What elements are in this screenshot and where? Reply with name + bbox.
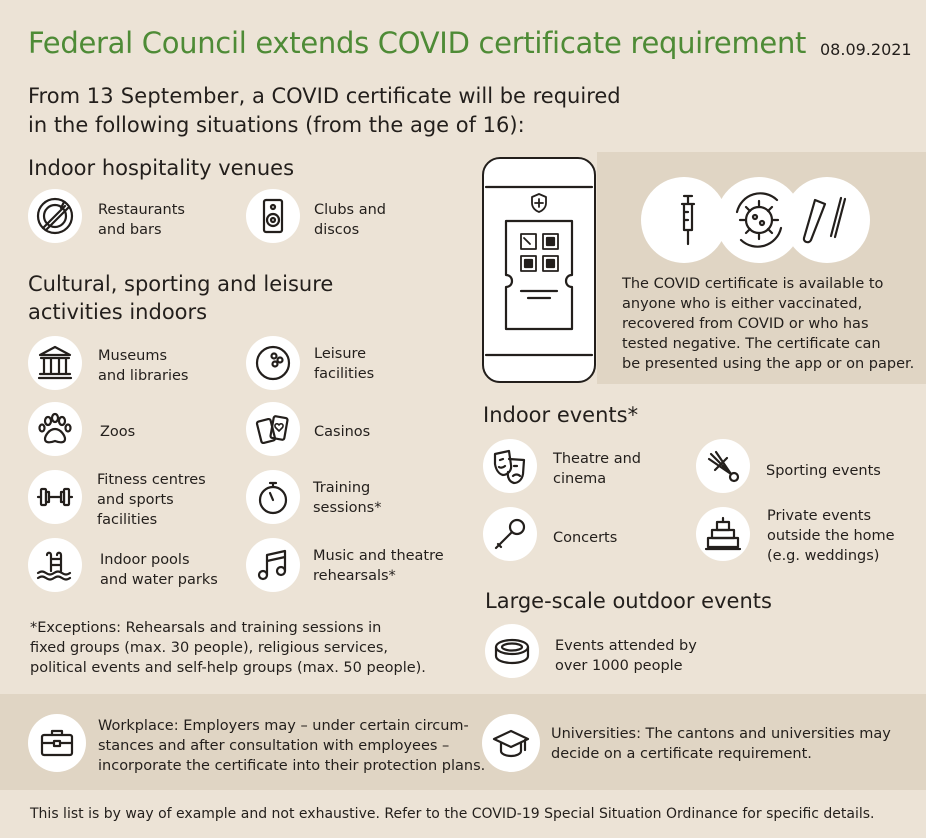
universities-line: Universities: The cantons and universities may (551, 726, 891, 742)
label-line: Training (313, 480, 371, 496)
private-events-label (767, 506, 895, 566)
cert-info-line: be presented using the app or on paper. (622, 356, 915, 372)
leisure-circle (246, 336, 300, 390)
virus-icon (729, 190, 789, 250)
cert-info-line: The COVID certificate is available to (622, 276, 884, 292)
casinos-label: Casinos (314, 424, 371, 440)
fitness-circle (28, 470, 82, 524)
test-tube-icon (797, 190, 857, 250)
label-line: over 1000 people (555, 658, 683, 674)
cert-info-line: tested negative. The certificate can (622, 336, 881, 352)
intro-part-c: , a COVID certificate will be required (238, 84, 621, 108)
concerts-label: Concerts (553, 530, 618, 546)
label-line: outside the home (767, 528, 895, 544)
vaccination-circle (641, 177, 727, 263)
intro-line-2: in the following situations (from the age of 16): (28, 113, 525, 137)
label-line: and libraries (98, 368, 189, 384)
museums-label (98, 346, 188, 386)
theatre-circle (483, 439, 537, 493)
label-line: facilities (97, 512, 158, 528)
universities-circle (482, 714, 540, 772)
label-line: cinema (553, 471, 607, 487)
label-line: and bars (98, 222, 162, 238)
shuttlecock-icon (703, 446, 743, 486)
zoo-circle (28, 402, 82, 456)
pools-label (100, 550, 218, 590)
label-line: Music and theatre (313, 548, 444, 564)
intro-text (28, 82, 628, 140)
concert-circle (483, 507, 537, 561)
test-circle (784, 177, 870, 263)
workplace-line: stances and after consultation with employees – (98, 738, 450, 754)
heading-line: Cultural, sporting and leisure (28, 272, 334, 296)
private-events-circle (696, 507, 750, 561)
hospitality-heading: Indoor hospitality venues (28, 156, 295, 180)
phone-icon (484, 159, 594, 381)
outdoor-heading: Large-scale outdoor events (485, 589, 772, 613)
label-line: discos (314, 222, 360, 238)
training-label (313, 478, 381, 518)
phone-illustration (482, 157, 596, 383)
label-line: Theatre and (553, 451, 641, 467)
heading-line: activities indoors (28, 300, 208, 324)
pool-circle (28, 538, 82, 592)
sporting-circle (696, 439, 750, 493)
theatre-label (553, 449, 641, 489)
sporting-label: Sporting events (766, 463, 881, 479)
certificate-info-text (622, 274, 914, 374)
label-line: Fitness centres (97, 472, 206, 488)
cert-info-line: anyone who is either vaccinated, (622, 296, 863, 312)
stadium-circle (485, 624, 539, 678)
clubs-label (314, 200, 386, 240)
wedding-cake-icon (703, 514, 743, 554)
label-line: Clubs and (314, 202, 386, 218)
stopwatch-icon (253, 477, 293, 517)
workplace-line: incorporate the certificate into their protection plans. (98, 758, 486, 774)
label-line: Leisure (314, 346, 367, 362)
indoor-events-heading: Indoor events* (483, 403, 639, 427)
zoos-label: Zoos (100, 424, 136, 440)
museum-icon (35, 343, 75, 383)
music-circle (246, 538, 300, 592)
exceptions-note (30, 618, 426, 678)
pool-ladder-icon (35, 545, 75, 585)
universities-text (551, 724, 891, 764)
paw-icon (35, 409, 75, 449)
music-note-icon (253, 545, 293, 585)
casino-circle (246, 402, 300, 456)
universities-line: decide on a certificate requirement. (551, 746, 812, 762)
restaurant-icon (35, 196, 75, 236)
label-line: Indoor pools (100, 552, 190, 568)
cards-icon (253, 409, 293, 449)
label-line: facilities (314, 366, 375, 382)
label-line: Private events (767, 508, 872, 524)
microphone-icon (490, 514, 530, 554)
label-line: rehearsals* (313, 568, 396, 584)
briefcase-icon (37, 723, 77, 763)
cert-info-line: recovered from COVID or who has (622, 316, 869, 332)
intro-part-a: From (28, 84, 87, 108)
music-label (313, 546, 444, 586)
note-line: fixed groups (max. 30 people), religious services, (30, 640, 389, 656)
label-line: Events attended by (555, 638, 697, 654)
note-line: political events and self-help groups (max. 50 people). (30, 660, 426, 676)
restaurant-circle (28, 189, 82, 243)
theatre-masks-icon (490, 446, 530, 486)
restaurants-label (98, 200, 185, 240)
speaker-icon (253, 196, 293, 236)
workplace-circle (28, 714, 86, 772)
museum-circle (28, 336, 82, 390)
speaker-circle (246, 189, 300, 243)
stadium-icon (492, 631, 532, 671)
label-line: and sports (97, 492, 174, 508)
note-line: *Exceptions: Rehearsals and training sessions in (30, 620, 382, 636)
dumbbell-icon (35, 477, 75, 517)
syringe-icon (654, 190, 714, 250)
footer-disclaimer: This list is by way of example and not exhaustive. Refer to the COVID-19 Special Situation Ordinance for specific details. (30, 806, 875, 822)
training-circle (246, 470, 300, 524)
label-line: Restaurants (98, 202, 185, 218)
label-line: sessions* (313, 500, 382, 516)
page-title: Federal Council extends COVID certificate requirement (28, 26, 807, 60)
outdoor-label (555, 636, 697, 676)
bowling-ball-icon (253, 343, 293, 383)
publication-date: 08.09.2021 (820, 40, 912, 59)
workplace-line: Workplace: Employers may – under certain circum- (98, 718, 469, 734)
workplace-text (98, 716, 485, 776)
graduation-cap-icon (491, 723, 531, 763)
fitness-label (97, 470, 206, 530)
label-line: and water parks (100, 572, 218, 588)
label-line: Museums (98, 348, 168, 364)
cultural-heading (28, 270, 333, 326)
label-line: (e.g. weddings) (767, 548, 880, 564)
intro-date: 13 September (86, 84, 239, 108)
leisure-label (314, 344, 374, 384)
